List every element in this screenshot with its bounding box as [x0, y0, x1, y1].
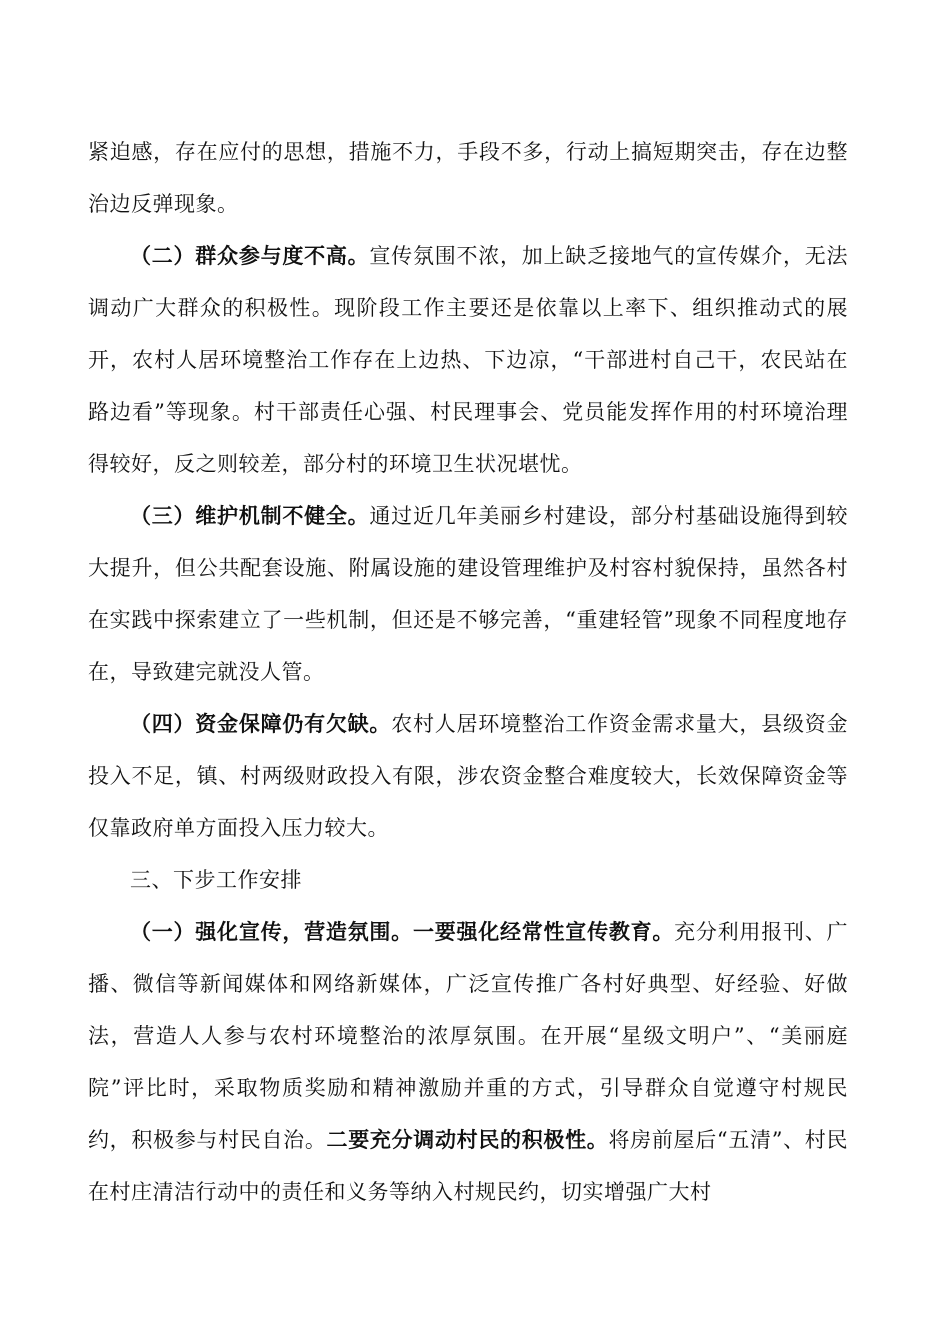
- problem-paragraph-3: [88, 490, 848, 698]
- problem-body-2: 宣传氛围不浓，加上缺乏接地气的宣传媒介，无法调动广大群众的积极性。现阶段工作主要还是依靠以上率下、组织推动式的展开，农村人居环境整治工作存在上边热、下边凉，“干部进村自己干，农民站在路边看”等现象。村干部责任心强、村民理事会、党员能发挥作用的村环境治理得较好，反之则较差，部分村的环境卫生状况堪忧。: [88, 244, 848, 476]
- intro-continuation-text: 紧迫感，存在应付的思想，措施不力，手段不多，行动上搞短期突击，存在边整治边反弹现象。: [88, 140, 848, 216]
- measure-one-sub1-body: 充分利用报刊、广播、微信等新闻媒体和网络新媒体，广泛宣传推广各村好典型、好经验、好做法，营造人人参与农村环境整治的浓厚氛围。在开展“星级文明户”、“美丽庭院”评比时，采取物质奖励和精神激励并重的方式，引导群众自觉遵守村规民约，积极参与村民自治。: [88, 920, 848, 1152]
- intro-continuation-paragraph: [88, 126, 848, 230]
- problem-heading-4: （四）资金保障仍有欠缺。: [130, 711, 392, 736]
- problem-heading-3: （三）维护机制不健全。: [130, 503, 370, 528]
- measure-one-sub2-heading: 二要充分调动村民的积极性。: [326, 1127, 609, 1152]
- section-three-heading: [88, 854, 848, 906]
- problem-paragraph-4: [88, 698, 848, 854]
- problem-body-3: 通过近几年美丽乡村建设，部分村基础设施得到较大提升，但公共配套设施、附属设施的建设管理维护及村容村貌保持，虽然各村在实践中探索建立了一些机制，但还是不够完善，“重建轻管”现象不同程度地存在，导致建完就没人管。: [88, 504, 848, 684]
- measure-one-paragraph: [88, 906, 848, 1218]
- measure-one-sub2-body: 将房前屋后“五清”、村民在村庄清洁行动中的责任和义务等纳入村规民约，切实增强广大村: [88, 1128, 848, 1204]
- measure-one-sub1-heading: 一要强化经常性宣传教育。: [412, 919, 675, 944]
- problem-paragraph-2: [88, 230, 848, 490]
- section-three-title: 三、下步工作安排: [130, 868, 302, 892]
- measure-one-heading: （一）强化宣传，营造氛围。: [130, 919, 413, 944]
- problem-heading-2: （二）群众参与度不高。: [130, 243, 370, 268]
- problem-body-4: 农村人居环境整治工作资金需求量大，县级资金投入不足，镇、村两级财政投入有限，涉农资金整合难度较大，长效保障资金等仅靠政府单方面投入压力较大。: [88, 712, 848, 840]
- document-body: [88, 126, 848, 1218]
